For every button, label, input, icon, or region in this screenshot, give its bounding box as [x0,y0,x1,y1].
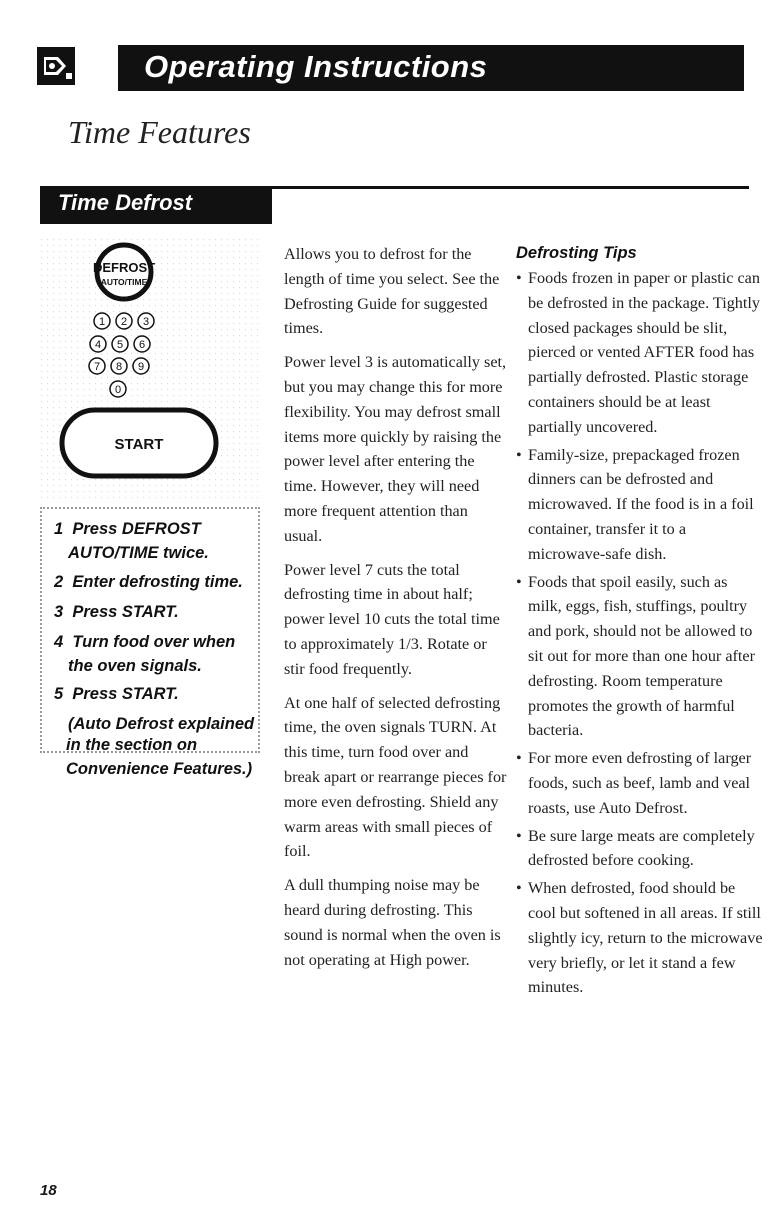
key-1 [94,313,110,329]
step-2 [54,573,243,592]
paragraph: Power level 3 is automatically set, but you may change this for more flexibility. You may defrost small items more quickly by raising the power level after entering the time. However, they will need more frequent attention than usual. [284,353,507,545]
start-button [62,410,216,476]
step-4 [54,633,235,652]
tip-item: • When defrosted, food should be cool but softened in all areas. If still slightly icy, return to the microwave very briefly, or let it stand a few minutes. [516,876,764,1000]
bullet-icon: • [516,269,522,287]
section-heading: Time Features [68,114,251,150]
step-text: Turn food over when [72,633,236,651]
note-line-3: Convenience Features.) [66,760,253,778]
subsection-title: Time Defrost [58,190,193,215]
key-7 [89,358,105,374]
svg-text:1: 1 [98,316,106,328]
bullet-icon: • [516,749,522,768]
svg-text:6: 6 [138,339,146,351]
paragraph: At one half of selected defrosting time, the oven signals TURN. At this time, turn food over and break apart or rearrange pieces for more even defrosting. Shield any warm areas with small pieces of foil. [284,693,507,861]
step-1 [54,520,201,539]
svg-text:7: 7 [93,361,101,373]
key-6 [134,336,150,352]
svg-text:0: 0 [114,384,122,396]
subsection-bar [40,186,272,224]
step-number: 5 [54,685,64,703]
step-text: Press START. [72,603,179,621]
svg-text:4: 4 [94,339,102,351]
tips-title: Defrosting Tips [516,244,637,262]
tip-item: • Family-size, prepackaged frozen dinners can be defrosted and microwaved. If the food is in a foil container, transfer it to a microwave-safe dish. [516,443,764,567]
key-4 [90,336,106,352]
key-5 [112,336,128,352]
key-0 [110,381,126,397]
defrost-auto-time-button [93,245,155,299]
step-text: Enter defrosting time. [72,573,243,591]
step-number: 2 [54,573,64,591]
page-number: 18 [40,1182,57,1199]
svg-text:2: 2 [120,316,128,328]
tip-item: • Be sure large meats are completely defrosted before cooking. [516,824,764,874]
start-label: START [114,436,164,453]
key-9 [133,358,149,374]
subsection-rule [272,186,749,189]
step-3 [54,603,179,622]
bullet-icon: • [516,572,522,591]
paragraph: A dull thumping noise may be heard during defrosting. This sound is normal when the oven is not operating at High power. [284,876,501,969]
tip-item: • Foods that spoil easily, such as milk, eggs, fish, stuffings, poultry and pork, should not be allowed to sit out for more than one hour after defrosting. Room temperature promotes the growth of harmful bacteria. [516,570,764,744]
svg-text:3: 3 [142,316,150,328]
bullet-icon: • [516,879,522,898]
paragraph: Power level 7 cuts the total defrosting time in about half; power level 10 cuts the total time to approximately 1/3. Rotate or stir food frequently. [284,560,500,678]
step-number: 1 [54,520,64,538]
bullet-icon: • [516,826,522,845]
description-column [284,242,508,981]
step-5 [54,685,179,704]
svg-text:9: 9 [137,361,145,373]
step-number: 3 [54,603,64,621]
defrost-label: DEFROST [92,260,156,275]
tip-item: • Foods frozen in paper or plastic can be defrosted in the package. Tightly closed packages should be slit, pierced or vented AFTER food has partially defrosted. Plastic storage containers should be at least partially uncovered. [516,266,764,440]
microwave-oven-icon [36,46,76,86]
page-title: Operating Instructions [144,49,488,84]
keypad-illustration [40,238,262,503]
step-text: Press START. [72,685,179,703]
note-line-2: in the section on [66,736,198,754]
paragraph: Allows you to defrost for the length of time you select. See the Defrosting Guide for suggested times. [284,245,500,338]
step-number: 4 [54,633,64,651]
note-line-1: (Auto Defrost explained [68,715,255,733]
step-4-continued: the oven signals. [68,657,202,675]
svg-text:5: 5 [116,339,124,351]
header-bar [118,45,744,91]
keypad-drawing [40,238,262,503]
tip-item: • For more even defrosting of larger foods, such as beef, lamb and veal roasts, use Auto Defrost. [516,746,764,820]
step-1-continued: AUTO/TIME twice. [68,544,209,562]
key-3 [138,313,154,329]
step-text: Press DEFROST [72,520,201,538]
key-8 [111,358,127,374]
bullet-icon: • [516,445,522,464]
steps-box [40,507,260,753]
auto-time-label: AUTO/TIME [100,277,148,287]
defrosting-tips [516,242,764,1003]
key-2 [116,313,132,329]
svg-text:8: 8 [115,361,123,373]
